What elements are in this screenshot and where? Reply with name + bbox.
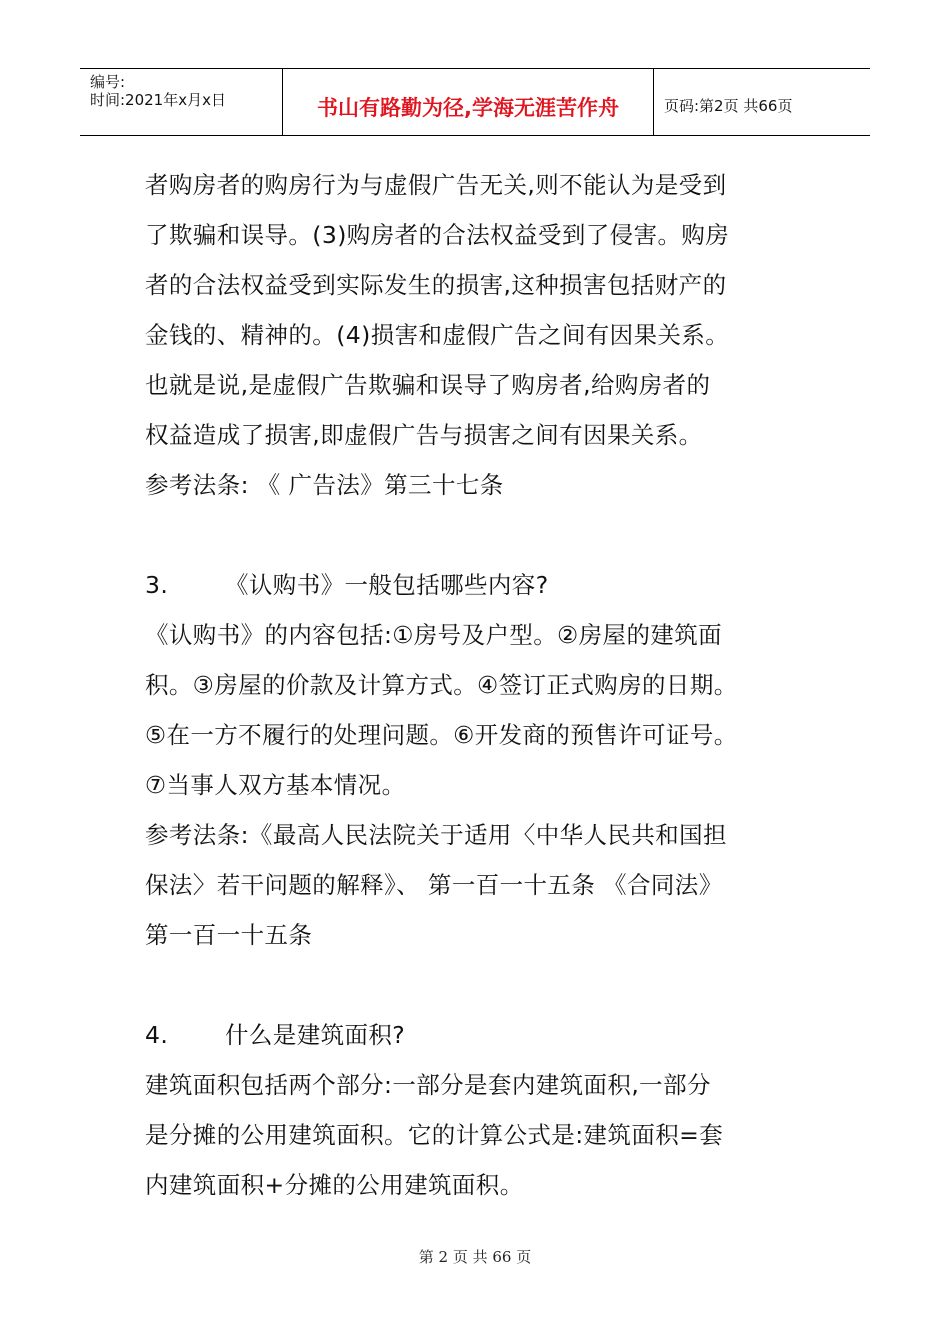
answer-4-line: 建筑面积包括两个部分:一部分是套内建筑面积,一部分 (145, 1071, 711, 1099)
answer-4-line: 内建筑面积+分摊的公用建筑面积。 (145, 1171, 524, 1199)
page-footer: 第 2 页 共 66 页 (418, 1248, 532, 1266)
document-number-label: 编号: (90, 73, 126, 91)
answer-3-line: ⑤在一方不履行的处理问题。⑥开发商的预售许可证号。 (145, 721, 738, 749)
body-line: 金钱的、精神的。(4)损害和虚假广告之间有因果关系。 (145, 321, 730, 349)
paragraph-gap (145, 510, 815, 560)
body-line: 了欺骗和误导。(3)购房者的合法权益受到了侵害。购房 (145, 221, 730, 249)
body-line: 权益造成了损害,即虚假广告与损害之间有因果关系。 (145, 421, 703, 449)
reference-line: 参考法条: 《 广告法》第三十七条 (145, 471, 504, 499)
page-header (80, 68, 870, 136)
header-page-cell (654, 69, 870, 135)
header-page-info: 页码:第2页 共66页 (664, 97, 793, 115)
question-4-heading (145, 1010, 815, 1060)
header-motto: 书山有路勤为径,学海无涯苦作舟 (317, 96, 619, 120)
reference-3-line: 保法〉若干问题的解释》、 第一百一十五条 《合同法》 (145, 871, 723, 899)
reference-3-line: 第一百一十五条 (145, 921, 313, 949)
header-meta-cell (80, 69, 282, 135)
question-3-heading (145, 560, 815, 610)
question-3-text: 《认购书》一般包括哪些内容? (225, 571, 549, 599)
question-4-number: 4. (145, 1021, 169, 1049)
answer-4-line: 是分摊的公用建筑面积。它的计算公式是:建筑面积=套 (145, 1121, 724, 1149)
paragraph-gap (145, 960, 815, 1010)
reference-3-line: 参考法条:《最高人民法院关于适用〈中华人民共和国担 (145, 821, 727, 849)
document-date: 时间:2021年x月x日 (90, 91, 226, 109)
header-motto-cell (282, 69, 654, 135)
answer-3-line: 《认购书》的内容包括:①房号及户型。②房屋的建筑面 (145, 621, 723, 649)
body-line: 也就是说,是虚假广告欺骗和误导了购房者,给购房者的 (145, 371, 711, 399)
body-line: 者购房者的购房行为与虚假广告无关,则不能认为是受到 (145, 171, 727, 199)
question-4-text: 什么是建筑面积? (225, 1021, 406, 1049)
answer-3-line: ⑦当事人双方基本情况。 (145, 771, 406, 799)
body-line: 者的合法权益受到实际发生的损害,这种损害包括财产的 (145, 271, 727, 299)
document-body (145, 160, 815, 1210)
question-3-number: 3. (145, 571, 169, 599)
answer-3-line: 积。③房屋的价款及计算方式。④签订正式购房的日期。 (145, 671, 738, 699)
